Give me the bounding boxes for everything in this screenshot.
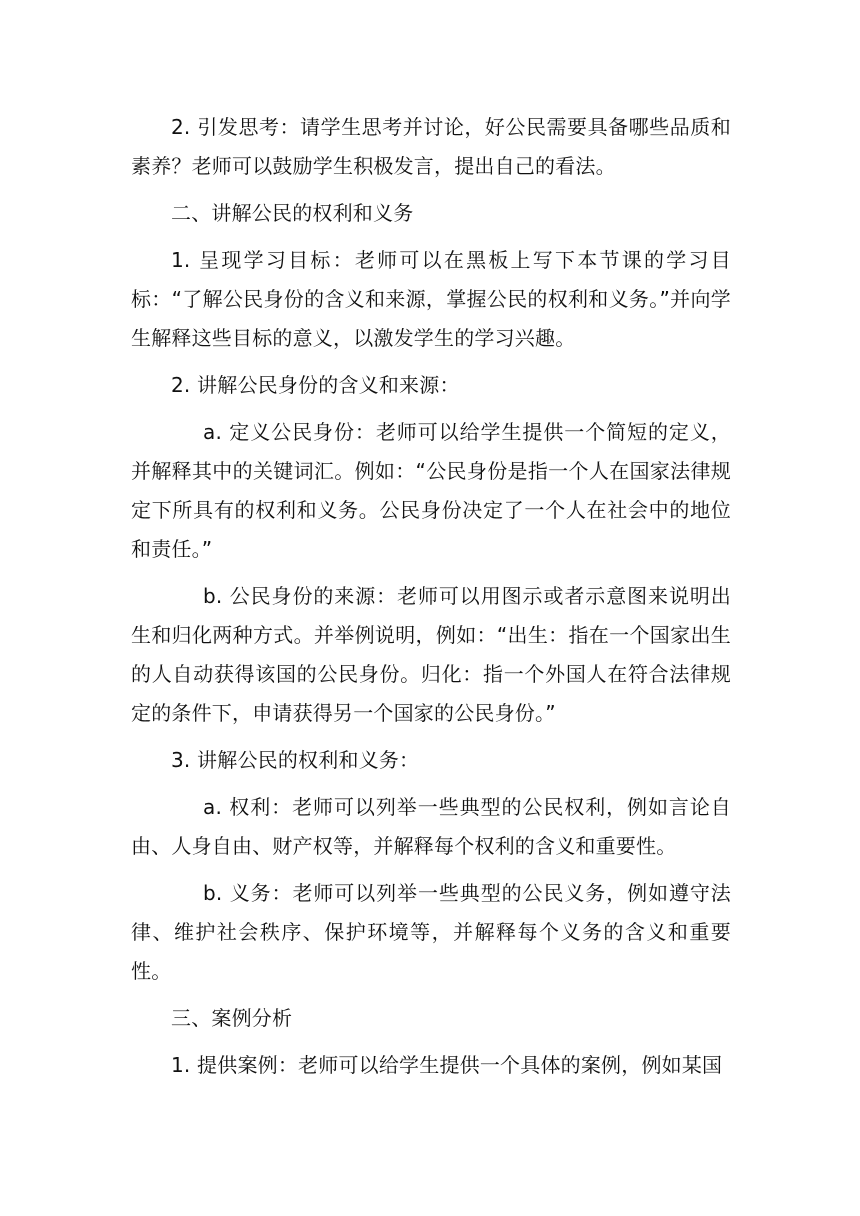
paragraph-rights: a. 权利：老师可以列举一些典型的公民权利，例如言论自由、人身自由、财产权等，并解释每个权利的含义和重要性。 [131,795,731,858]
paragraph-citizenship-source: b. 公民身份的来源：老师可以用图示或者示意图来说明出生和归化两种方式。并举例说明，例如：“出生：指在一个国家出生的人自动获得该国的公民身份。归化：指一个外国人在符合法律规定的条件下，申请获得另一个国家的公民身份。” [131,584,731,725]
paragraph-learning-goals: 1. 呈现学习目标：老师可以在黑板上写下本节课的学习目标：“了解公民身份的含义和来源，掌握公民的权利和义务。”并向学生解释这些目标的意义，以激发学生的学习兴趣。 [131,248,731,350]
paragraph-provide-case: 1. 提供案例：老师可以给学生提供一个具体的案例，例如某国 [171,1053,723,1077]
section-heading-case-analysis: 三、案例分析 [171,1006,293,1030]
paragraph-citizenship-definition: a. 定义公民身份：老师可以给学生提供一个简短的定义，并解释其中的关键词汇。例如：“公民身份是指一个人在国家法律规定下所具有的权利和义务。公民身份决定了一个人在社会中的地位和责任。” [131,420,731,561]
document-body [131,108,731,1093]
section-heading-rights-duties: 二、讲解公民的权利和义务 [171,201,414,225]
paragraph-think: 2. 引发思考：请学生思考并讨论，好公民需要具备哪些品质和素养？老师可以鼓励学生积极发言，提出自己的看法。 [131,115,731,178]
paragraph-rights-duties-heading: 3. 讲解公民的权利和义务： [171,748,420,772]
paragraph-citizenship-meaning-heading: 2. 讲解公民身份的含义和来源： [171,373,460,397]
paragraph-duties: b. 义务：老师可以列举一些典型的公民义务，例如遵守法律、维护社会秩序、保护环境等，并解释每个义务的含义和重要性。 [131,881,731,983]
